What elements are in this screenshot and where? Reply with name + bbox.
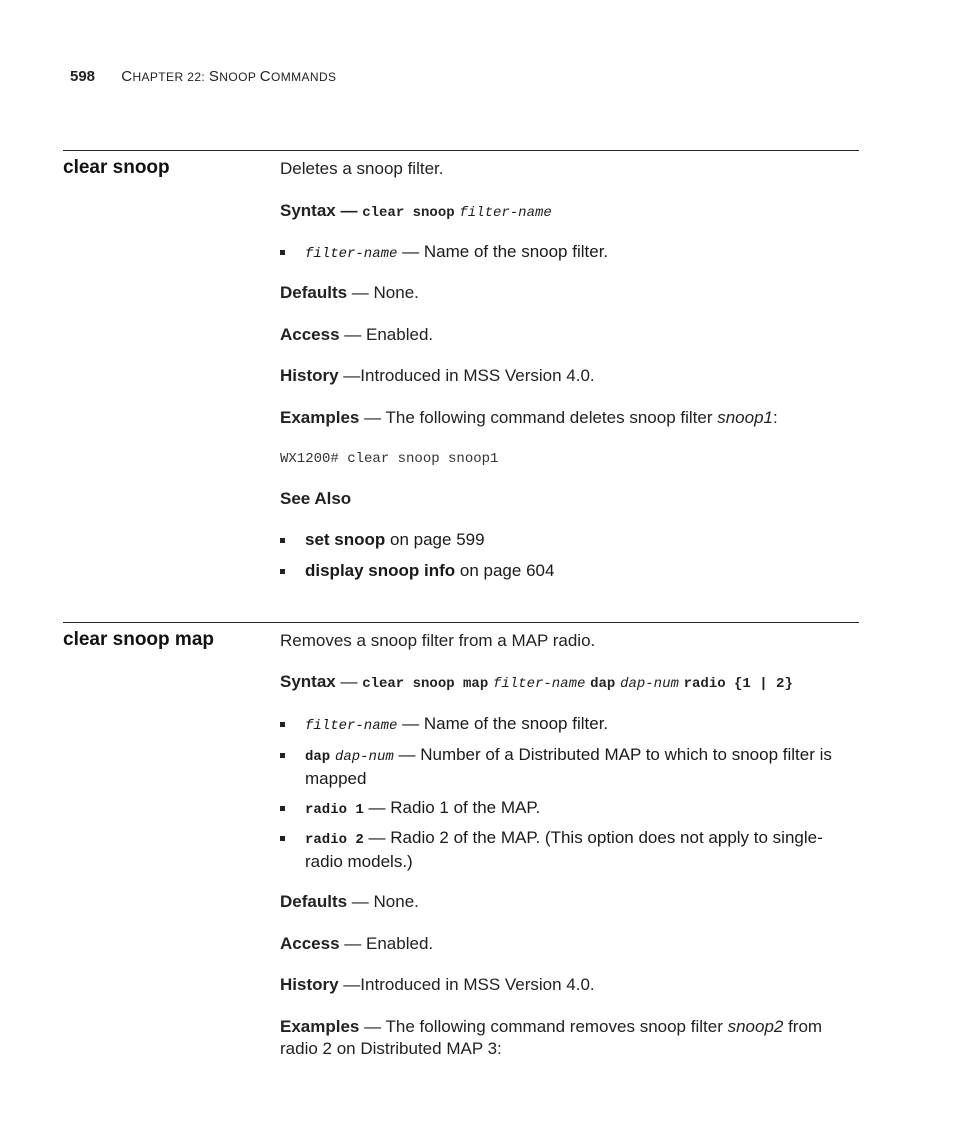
chapter-title: CHAPTER 22: SNOOP COMMANDS (121, 68, 337, 85)
param-item: filter-name — Name of the snoop filter. (280, 241, 856, 265)
bullet-icon (280, 836, 285, 841)
section-divider (63, 622, 859, 623)
section-title-clear-snoop-map: clear snoop map (63, 629, 214, 650)
examples-line: Examples — The following command removes snoop filter snoop2 from radio 2 on Distributed MAP 3: (280, 1017, 823, 1058)
running-header (70, 68, 336, 85)
description: Deletes a snoop filter. (280, 159, 444, 178)
bullet-icon (280, 753, 285, 758)
description: Removes a snoop filter from a MAP radio. (280, 631, 596, 650)
param-item: dap dap-num — Number of a Distributed MAP to which to snoop filter is mapped (280, 744, 856, 790)
history-line: History —Introduced in MSS Version 4.0. (280, 975, 595, 994)
access-line: Access — Enabled. (280, 934, 434, 953)
code-example: WX1200# clear snoop snoop1 (280, 451, 499, 467)
see-also-item[interactable]: set snoop on page 599 (280, 529, 856, 551)
see-also-heading: See Also (280, 489, 352, 508)
section-title-clear-snoop: clear snoop (63, 157, 170, 178)
examples-line: Examples — The following command deletes snoop filter snoop1: (280, 408, 778, 427)
bullet-icon (280, 722, 285, 727)
defaults-line: Defaults — None. (280, 892, 419, 911)
access-line: Access — Enabled. (280, 325, 434, 344)
param-item: radio 2 — Radio 2 of the MAP. (This option does not apply to single-radio models.) (280, 827, 856, 873)
bullet-icon (280, 569, 285, 574)
bullet-icon (280, 250, 285, 255)
bullet-icon (280, 538, 285, 543)
syntax-line: Syntax — clear snoop filter-name (280, 201, 552, 221)
syntax-line: Syntax — clear snoop map filter-name dap dap-num radio {1 | 2} (280, 672, 793, 692)
history-line: History —Introduced in MSS Version 4.0. (280, 366, 595, 385)
defaults-line: Defaults — None. (280, 283, 419, 302)
bullet-icon (280, 806, 285, 811)
page-number: 598 (70, 68, 96, 85)
param-item: filter-name — Name of the snoop filter. (280, 713, 856, 737)
section-divider (63, 150, 859, 151)
param-item: radio 1 — Radio 1 of the MAP. (280, 797, 856, 821)
see-also-item[interactable]: display snoop info on page 604 (280, 560, 856, 582)
